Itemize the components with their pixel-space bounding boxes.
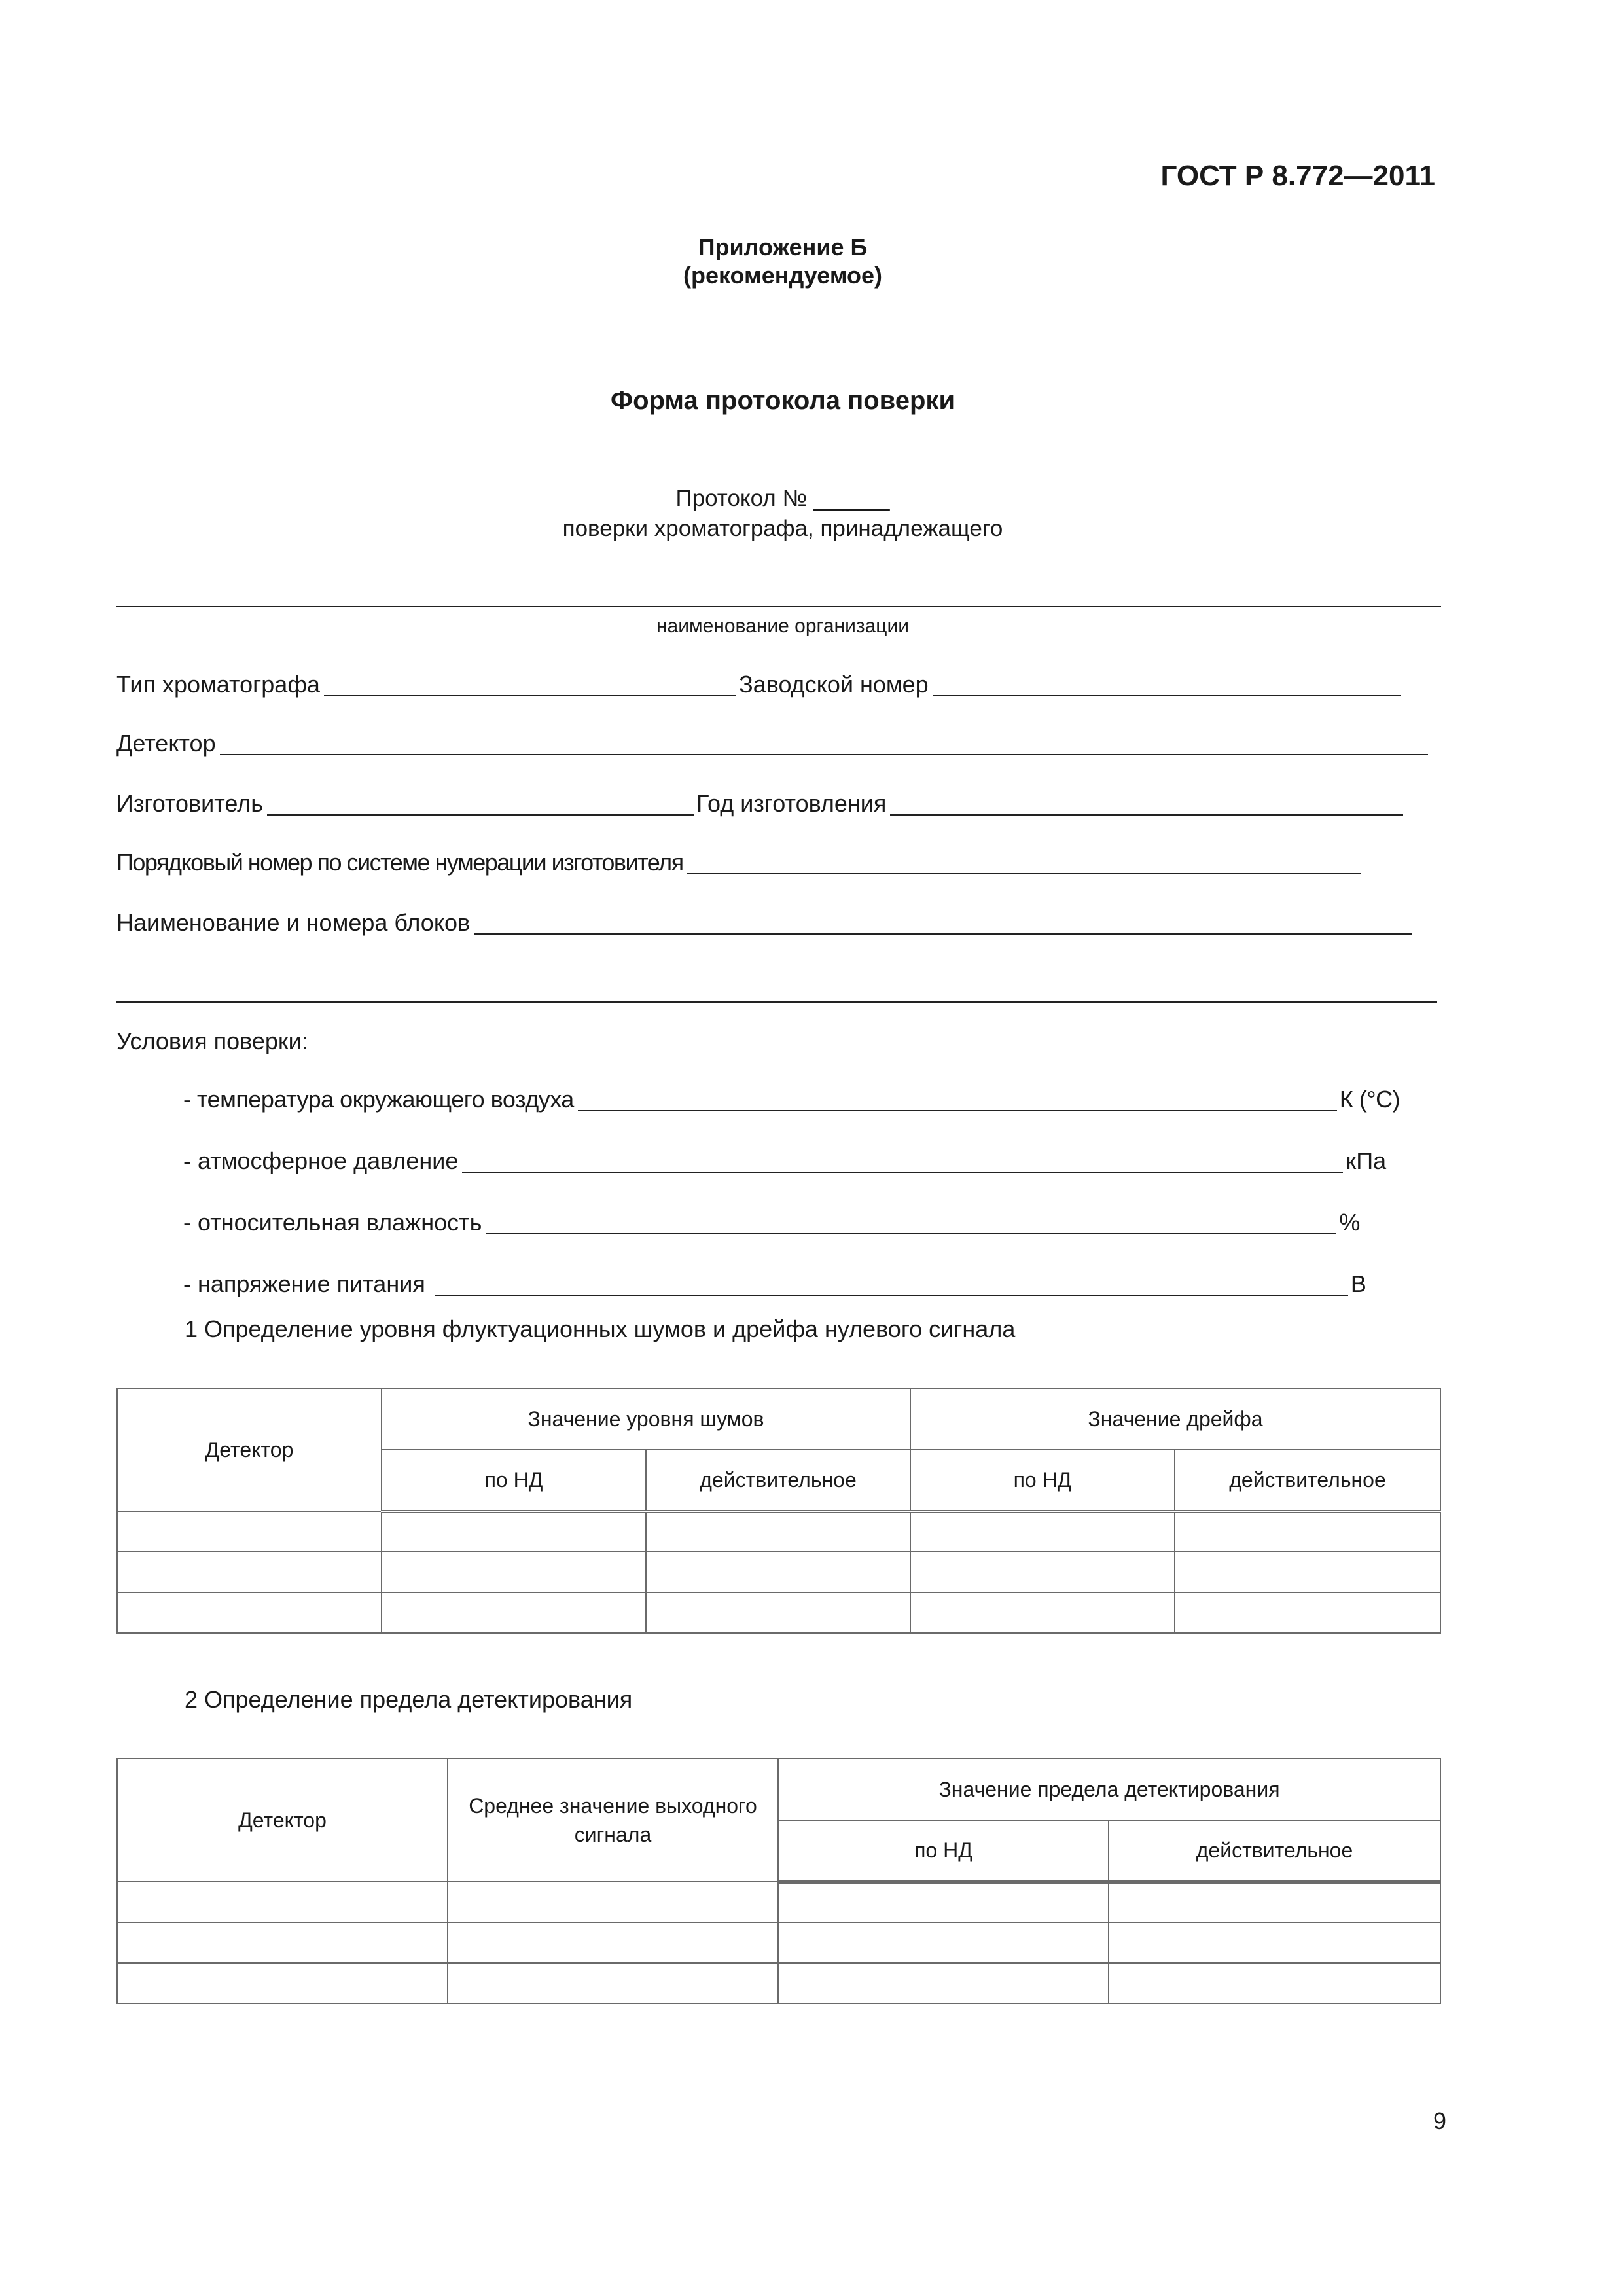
protocol-number-line: Протокол № ______ — [675, 486, 890, 511]
blocks-label: Наименование и номера блоков — [116, 909, 471, 936]
condition-unit: кПа — [1346, 1147, 1387, 1174]
serial-label: Заводской номер — [738, 671, 929, 698]
detector-label: Детектор — [116, 730, 216, 757]
table-cell[interactable] — [646, 1552, 910, 1592]
condition-row — [183, 1084, 1400, 1114]
section2-title: 2 Определение предела детектирования — [185, 1686, 633, 1713]
seq-number-row — [116, 847, 1364, 877]
table-cell[interactable] — [910, 1511, 1175, 1552]
table-header: по НД — [382, 1450, 646, 1511]
table-cell[interactable] — [910, 1592, 1175, 1633]
table-cell[interactable] — [117, 1592, 382, 1633]
pressure-field[interactable] — [462, 1148, 1343, 1173]
detection-limit-table — [116, 1758, 1441, 2004]
table-cell[interactable] — [778, 1963, 1109, 2003]
table-row — [117, 1552, 1440, 1592]
type-serial-row — [116, 669, 1404, 699]
table-cell[interactable] — [448, 1922, 778, 1963]
table-cell[interactable] — [1109, 1882, 1440, 1922]
table-header: Значение дрейфа — [910, 1388, 1440, 1450]
table-row — [117, 1592, 1440, 1633]
blocks-continuation-field[interactable] — [116, 1001, 1437, 1003]
table-header: Значение предела детектирования — [778, 1759, 1440, 1820]
condition-row — [183, 1268, 1366, 1299]
organization-caption: наименование организации — [656, 615, 909, 637]
detector-row — [116, 728, 1431, 758]
manufacturer-year-row — [116, 788, 1406, 818]
year-field[interactable] — [890, 791, 1403, 816]
noise-drift-table — [116, 1388, 1441, 1634]
table-cell[interactable] — [910, 1552, 1175, 1592]
condition-row — [183, 1207, 1360, 1237]
table-header: по НД — [778, 1820, 1109, 1882]
table-cell[interactable] — [778, 1882, 1109, 1922]
table-cell[interactable] — [117, 1552, 382, 1592]
table-cell[interactable] — [117, 1963, 448, 2003]
temperature-field[interactable] — [578, 1086, 1337, 1111]
table-cell[interactable] — [382, 1552, 646, 1592]
type-label: Тип хроматографа — [116, 671, 320, 698]
condition-label: - атмосферное давление — [183, 1147, 459, 1174]
table-cell[interactable] — [1109, 1922, 1440, 1963]
table-row — [117, 1963, 1440, 2003]
table-cell[interactable] — [448, 1882, 778, 1922]
appendix-title: Приложение Б — [698, 234, 868, 260]
table-header: действительное — [646, 1450, 910, 1511]
table-header: по НД — [910, 1450, 1175, 1511]
table-cell[interactable] — [1175, 1592, 1440, 1633]
section1-title: 1 Определение уровня флуктуационных шумов и дрейфа нулевого сигнала — [185, 1316, 1016, 1342]
condition-unit: В — [1350, 1270, 1366, 1297]
serial-field[interactable] — [933, 672, 1401, 696]
table-cell[interactable] — [646, 1592, 910, 1633]
page-number: 9 — [1433, 2108, 1446, 2134]
condition-row — [183, 1145, 1386, 1175]
appendix-subtitle: (рекомендуемое) — [683, 262, 882, 289]
table-cell[interactable] — [1175, 1552, 1440, 1592]
table-cell[interactable] — [646, 1511, 910, 1552]
manufacturer-label: Изготовитель — [116, 790, 263, 817]
table-row — [117, 1511, 1440, 1552]
condition-unit: К (°С) — [1339, 1086, 1400, 1113]
form-title: Форма протокола поверки — [610, 386, 955, 415]
year-label: Год изготовления — [696, 790, 887, 817]
table-cell[interactable] — [1109, 1963, 1440, 2003]
manufacturer-field[interactable] — [267, 791, 694, 816]
condition-label: - напряжение питания — [183, 1270, 425, 1297]
table-header: Детектор — [117, 1759, 448, 1882]
table-row — [117, 1922, 1440, 1963]
table-header: Детектор — [117, 1388, 382, 1511]
table-cell[interactable] — [117, 1922, 448, 1963]
table-cell[interactable] — [1175, 1511, 1440, 1552]
condition-label: - температура окружающего воздуха — [183, 1086, 574, 1113]
standard-number: ГОСТ Р 8.772—2011 — [1160, 160, 1435, 192]
table-header: действительное — [1109, 1820, 1440, 1882]
condition-unit: % — [1339, 1209, 1361, 1236]
blocks-field[interactable] — [474, 910, 1412, 935]
type-field[interactable] — [324, 672, 736, 696]
seq-number-field[interactable] — [687, 850, 1361, 874]
table-cell[interactable] — [448, 1963, 778, 2003]
humidity-field[interactable] — [486, 1210, 1336, 1234]
table-row — [117, 1882, 1440, 1922]
table-header: действительное — [1175, 1450, 1440, 1511]
voltage-field[interactable] — [435, 1271, 1348, 1296]
condition-label: - относительная влажность — [183, 1209, 482, 1236]
table-cell[interactable] — [117, 1511, 382, 1552]
table-header: Значение уровня шумов — [382, 1388, 910, 1450]
table-cell[interactable] — [117, 1882, 448, 1922]
organization-field[interactable] — [116, 606, 1441, 607]
table-cell[interactable] — [778, 1922, 1109, 1963]
table-cell[interactable] — [382, 1592, 646, 1633]
detector-field[interactable] — [220, 730, 1428, 755]
protocol-owner-line: поверки хроматографа, принадлежащего — [562, 516, 1003, 541]
table-cell[interactable] — [382, 1511, 646, 1552]
blocks-row — [116, 907, 1415, 937]
table-header: Среднее значение выходного сигнала — [448, 1759, 778, 1882]
seq-number-label: Порядковый номер по системе нумерации изготовителя — [116, 849, 683, 876]
conditions-title: Условия поверки: — [116, 1028, 308, 1054]
